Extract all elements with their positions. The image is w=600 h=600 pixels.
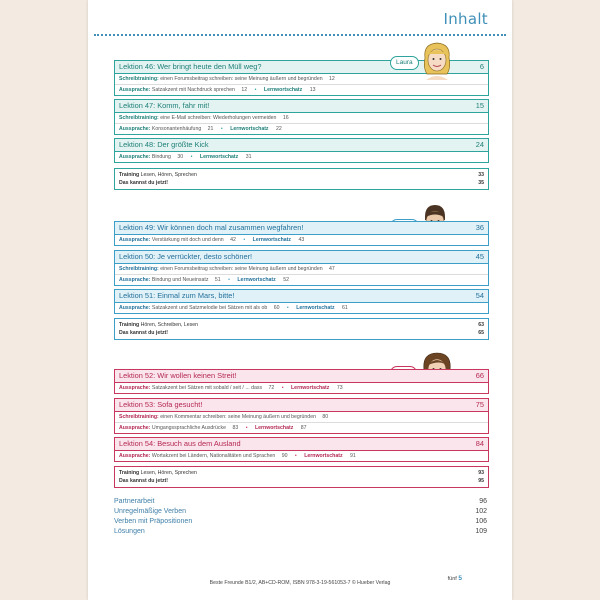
lesson-title: Lektion 50: Je verrückter, desto schöner! bbox=[119, 252, 253, 261]
row-separator: • bbox=[190, 154, 193, 160]
row-extra-label: Lernwortschatz bbox=[252, 237, 292, 243]
row-extra-label: Lernwortschatz bbox=[199, 154, 239, 160]
row-page: 80 bbox=[322, 414, 329, 420]
lesson-header bbox=[115, 399, 488, 412]
row-text: Konsonantenhäufung bbox=[151, 126, 202, 132]
row-page: 30 bbox=[177, 154, 184, 160]
row-text: einen Kommentar schreiben: seine Meinung äußern und begründen bbox=[160, 414, 316, 420]
row-text: Verstärkung mit doch und denn bbox=[151, 237, 224, 243]
lesson-48[interactable] bbox=[114, 138, 489, 163]
lesson-row bbox=[115, 303, 488, 313]
row-extra-label: Lernwortschatz bbox=[254, 425, 294, 431]
row-extra-label: Lernwortschatz bbox=[230, 126, 269, 132]
row-label: Aussprache: bbox=[119, 425, 151, 431]
training-page: 93 bbox=[478, 470, 484, 476]
row-label: Aussprache: bbox=[119, 87, 151, 93]
lesson-title: Lektion 47: Komm, fahr mit! bbox=[119, 101, 210, 110]
appendix-label: Verben mit Präpositionen bbox=[114, 518, 193, 525]
row-label: Aussprache: bbox=[119, 154, 151, 160]
row-text: Bindung und Neueinsatz bbox=[151, 277, 209, 283]
training-box-1[interactable] bbox=[114, 168, 489, 190]
row-separator: • bbox=[245, 425, 248, 431]
row-page: 21 bbox=[207, 126, 214, 132]
appendix-item[interactable] bbox=[114, 517, 487, 527]
training-skills: Lesen, Hören, Sprechen bbox=[140, 470, 197, 476]
training-page: 63 bbox=[478, 322, 484, 328]
training-line bbox=[119, 470, 197, 476]
appendix-label: Unregelmäßige Verben bbox=[114, 508, 186, 515]
row-extra-label: Lernwortschatz bbox=[304, 453, 343, 459]
lesson-header bbox=[115, 438, 488, 451]
row-label: Aussprache: bbox=[119, 126, 151, 132]
page-title: Inhalt bbox=[443, 10, 488, 28]
row-text: einen Forumsbeitrag schreiben: seine Meinung äußern und begründen bbox=[160, 266, 323, 272]
lesson-title: Lektion 48: Der größte Kick bbox=[119, 140, 209, 149]
row-extra-page: 52 bbox=[283, 277, 289, 283]
training-label: Training bbox=[119, 322, 140, 328]
lesson-page: 45 bbox=[475, 252, 484, 261]
row-label: Schreibtraining: bbox=[119, 414, 159, 420]
toc-page bbox=[88, 0, 512, 600]
lesson-row bbox=[115, 124, 488, 134]
lesson-header bbox=[115, 139, 488, 152]
row-extra-page: 87 bbox=[300, 425, 307, 431]
row-extra-page: 61 bbox=[342, 305, 348, 311]
lesson-row bbox=[115, 264, 488, 275]
lesson-page: 66 bbox=[475, 371, 484, 380]
lesson-header bbox=[115, 222, 488, 235]
row-extra-page: 43 bbox=[298, 237, 305, 243]
lesson-row bbox=[115, 423, 488, 433]
summary-page: 35 bbox=[478, 180, 484, 186]
lesson-row bbox=[115, 235, 488, 245]
summary-page: 65 bbox=[478, 330, 484, 336]
lesson-51[interactable] bbox=[114, 289, 489, 314]
lesson-row bbox=[115, 85, 488, 95]
lesson-title: Lektion 49: Wir können doch mal zusammen wegfahren! bbox=[119, 223, 304, 232]
training-summary: Das kannst du jetzt! bbox=[119, 330, 169, 336]
appendix-item[interactable] bbox=[114, 497, 487, 507]
training-line bbox=[119, 322, 198, 328]
row-separator: • bbox=[220, 126, 223, 132]
row-page: 47 bbox=[329, 266, 335, 272]
lesson-row bbox=[115, 412, 488, 423]
lesson-row bbox=[115, 275, 488, 285]
appendix-page: 106 bbox=[475, 518, 487, 525]
row-text: Satzakzent bei Sätzen mit sobald / seit / ... dass bbox=[151, 385, 263, 391]
lesson-row bbox=[115, 113, 488, 124]
row-text: Umgangssprachliche Ausdrücke bbox=[151, 425, 226, 431]
lesson-header bbox=[115, 290, 488, 303]
page-num: 5 bbox=[458, 575, 462, 582]
appendix-item[interactable] bbox=[114, 527, 487, 537]
training-box-3[interactable] bbox=[114, 466, 489, 488]
lesson-52[interactable] bbox=[114, 369, 489, 394]
lesson-title: Lektion 51: Einmal zum Mars, bitte! bbox=[119, 291, 235, 300]
training-summary: Das kannst du jetzt! bbox=[119, 180, 169, 186]
row-extra-page: 31 bbox=[245, 154, 252, 160]
laura-badge: Laura bbox=[390, 56, 419, 70]
row-separator: • bbox=[228, 277, 230, 283]
page-word: fünf bbox=[447, 576, 457, 582]
lesson-title: Lektion 54: Besuch aus dem Ausland bbox=[119, 439, 241, 448]
row-extra-page: 22 bbox=[275, 126, 282, 132]
row-label: Aussprache: bbox=[119, 237, 151, 243]
appendix-item[interactable] bbox=[114, 507, 487, 517]
row-extra-page: 13 bbox=[309, 87, 316, 93]
training-line bbox=[119, 172, 197, 178]
row-page: 83 bbox=[232, 425, 239, 431]
lesson-page: 6 bbox=[479, 62, 484, 71]
row-label: Aussprache: bbox=[119, 385, 151, 391]
appendix-label: Lösungen bbox=[114, 528, 145, 535]
row-page: 16 bbox=[282, 115, 289, 121]
row-separator: • bbox=[281, 385, 284, 391]
appendix-page: 102 bbox=[475, 508, 487, 515]
row-page: 90 bbox=[281, 453, 288, 459]
appendix-page: 96 bbox=[479, 498, 487, 505]
lesson-page: 15 bbox=[475, 101, 484, 110]
appendix-list bbox=[114, 497, 487, 537]
row-page: 51 bbox=[214, 277, 221, 283]
row-extra-label: Lernwortschatz bbox=[263, 87, 303, 93]
training-label: Training bbox=[119, 172, 140, 178]
row-extra-label: Lernwortschatz bbox=[296, 305, 335, 311]
lesson-title: Lektion 52: Wir wollen keinen Streit! bbox=[119, 371, 237, 380]
lesson-50[interactable] bbox=[114, 250, 489, 286]
lesson-row bbox=[115, 383, 488, 393]
row-text: Satzakzent mit Nachdruck sprechen bbox=[151, 87, 235, 93]
row-label: Schreibtraining: bbox=[119, 115, 159, 121]
lesson-header bbox=[115, 370, 488, 383]
footer-copyright: Beste Freunde B1/2, AB+CD-ROM, ISBN 978-3-19-561053-7 © Hueber Verlag bbox=[209, 580, 391, 586]
training-skills: Lesen, Hören, Sprechen bbox=[140, 172, 197, 178]
row-page: 12 bbox=[241, 87, 248, 93]
lesson-header bbox=[115, 100, 488, 113]
training-box-2[interactable] bbox=[114, 318, 489, 340]
appendix-label: Partnerarbeit bbox=[114, 498, 155, 505]
lesson-page: 54 bbox=[475, 291, 484, 300]
row-page: 60 bbox=[273, 305, 280, 311]
lesson-49[interactable] bbox=[114, 221, 489, 246]
row-separator: • bbox=[254, 87, 257, 93]
lesson-page: 24 bbox=[475, 140, 484, 149]
lesson-header bbox=[115, 251, 488, 264]
lesson-title: Lektion 46: Wer bringt heute den Müll weg? bbox=[119, 62, 262, 71]
training-page: 33 bbox=[478, 172, 484, 178]
appendix-page: 109 bbox=[475, 528, 487, 535]
row-page: 72 bbox=[268, 385, 275, 391]
row-page: 42 bbox=[230, 237, 236, 243]
training-label: Training bbox=[119, 470, 140, 476]
lesson-page: 84 bbox=[475, 439, 484, 448]
row-page: 12 bbox=[329, 76, 335, 82]
row-separator: • bbox=[294, 453, 297, 459]
lesson-title: Lektion 53: Sofa gesucht! bbox=[119, 400, 203, 409]
lesson-row bbox=[115, 451, 488, 461]
title-divider bbox=[94, 34, 506, 36]
row-text: eine E-Mail schreiben: Wiederholungen vermeiden bbox=[160, 115, 277, 121]
row-label: Aussprache: bbox=[119, 453, 151, 459]
row-extra-page: 73 bbox=[336, 385, 343, 391]
lesson-page: 75 bbox=[475, 400, 484, 409]
row-extra-page: 91 bbox=[350, 453, 356, 459]
summary-page: 95 bbox=[478, 478, 484, 484]
training-summary: Das kannst du jetzt! bbox=[119, 478, 169, 484]
lesson-53[interactable] bbox=[114, 398, 489, 434]
row-text: Bindung bbox=[151, 154, 171, 160]
row-text: einen Forumsbeitrag schreiben: seine Meinung äußern und begründen bbox=[160, 76, 323, 82]
row-label: Aussprache: bbox=[119, 305, 151, 311]
row-label: Schreibtraining: bbox=[119, 76, 159, 82]
lesson-47[interactable] bbox=[114, 99, 489, 135]
row-text: Satzakzent und Satzmelodie bei Sätzen mit als ob bbox=[151, 305, 268, 311]
row-separator: • bbox=[286, 305, 289, 311]
lesson-page: 36 bbox=[475, 223, 484, 232]
row-extra-label: Lernwortschatz bbox=[291, 385, 330, 391]
row-text: Wortakzent bei Ländern, Nationalitäten und Sprachen bbox=[151, 453, 276, 459]
lesson-54[interactable] bbox=[114, 437, 489, 462]
lesson-row bbox=[115, 152, 488, 162]
row-label: Aussprache: bbox=[119, 277, 151, 283]
row-separator: • bbox=[243, 237, 246, 243]
laura-portrait bbox=[420, 40, 454, 80]
row-extra-label: Lernwortschatz bbox=[237, 277, 276, 283]
training-skills: Hören, Schreiben, Lesen bbox=[140, 322, 199, 328]
row-label: Schreibtraining: bbox=[119, 266, 159, 272]
